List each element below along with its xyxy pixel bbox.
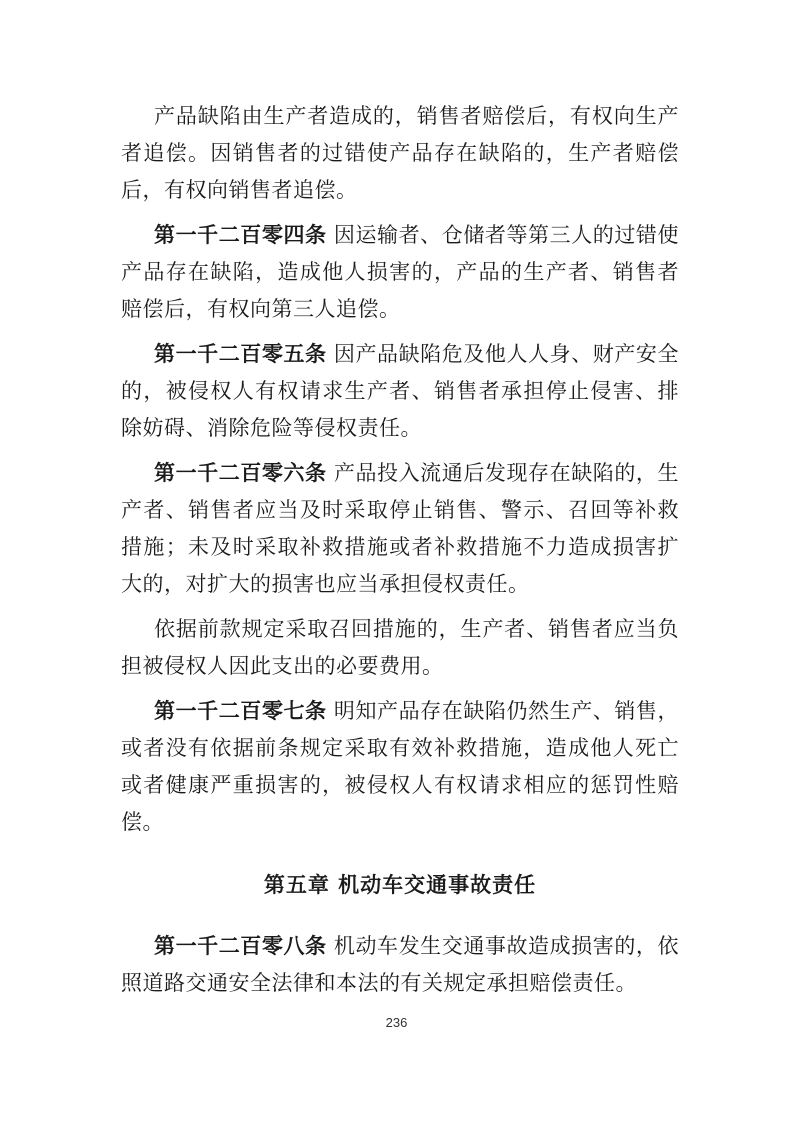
document-page	[121, 98, 679, 1002]
paragraph-1: 产品缺陷由生产者造成的，销售者赔偿后，有权向生产者追偿。因销售者的过错使产品存在缺陷的，生产者赔偿后，有权向销售者追偿。	[121, 104, 679, 202]
article-text: 机动车发生交通事故造成损害的，依照道路交通安全法律和本法的有关规定承担赔偿责任。	[121, 934, 680, 995]
article-number: 第一千二百零八条	[154, 934, 327, 958]
article-number: 第一千二百零七条	[154, 699, 327, 723]
chapter-heading: 第五章 机动车交通事故责任	[263, 873, 537, 897]
page-number: 236	[385, 1015, 408, 1030]
article-number: 第一千二百零六条	[154, 461, 327, 485]
article-text: 因产品缺陷危及他人人身、财产安全的，被侵权人有权请求生产者、销售者承担停止侵害、排除妨碍、消除危险等侵权责任。	[121, 342, 680, 440]
article-1206	[121, 455, 679, 603]
article-text: 因运输者、仓储者等第三人的过错使产品存在缺陷，造成他人损害的，产品的生产者、销售者赔偿后，有权向第三人追偿。	[121, 223, 680, 321]
article-text: 产品投入流通后发现存在缺陷的，生产者、销售者应当及时采取停止销售、警示、召回等补救措施；未及时采取补救措施或者补救措施不力造成损害扩大的，对扩大的损害也应当承担侵权责任。	[121, 461, 680, 596]
article-number: 第一千二百零五条	[154, 342, 327, 366]
article-text: 明知产品存在缺陷仍然生产、销售，或者没有依据前条规定采取有效补救措施，造成他人死亡或者健康严重损害的，被侵权人有权请求相应的惩罚性赔偿。	[121, 699, 680, 834]
paragraph-1206-2: 依据前款规定采取召回措施的，生产者、销售者应当负担被侵权人因此支出的必要费用。	[121, 617, 679, 678]
article-number: 第一千二百零四条	[154, 223, 327, 247]
article-1204	[121, 217, 679, 328]
article-1207	[121, 693, 679, 841]
article-1208	[121, 928, 679, 1002]
article-1205	[121, 336, 679, 447]
